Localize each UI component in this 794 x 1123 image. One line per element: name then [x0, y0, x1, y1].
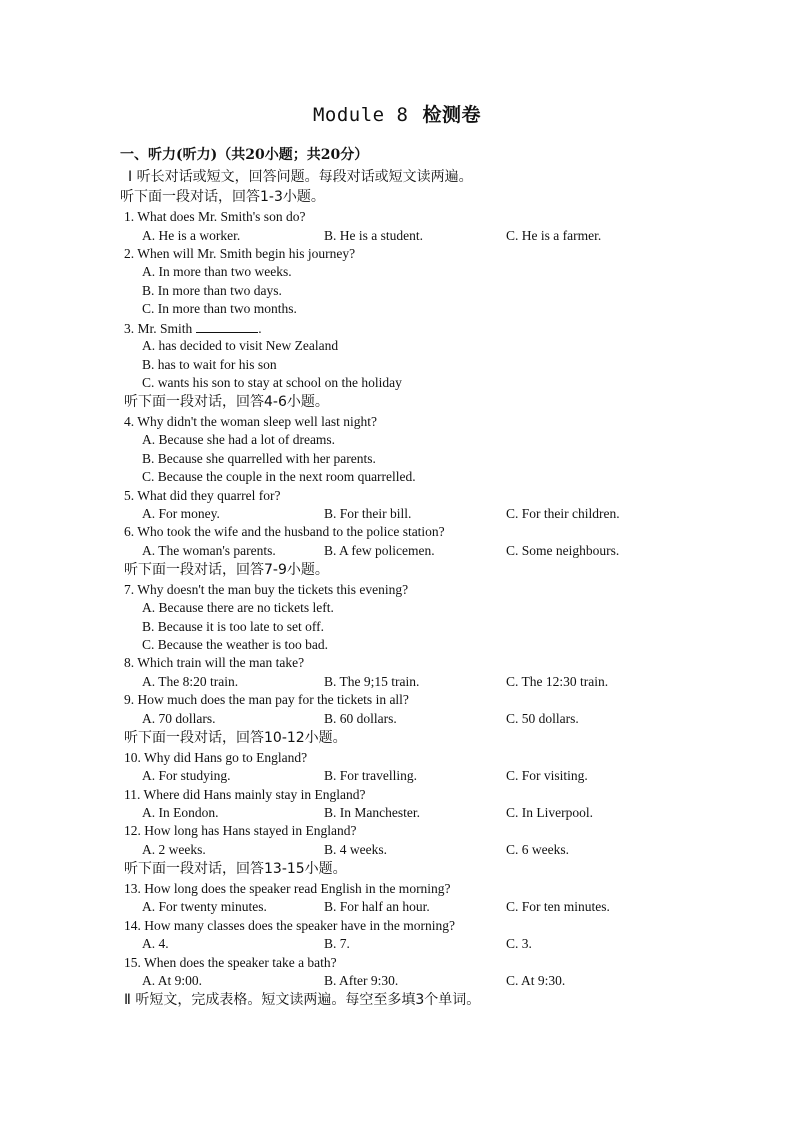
q15-option-b: B. After 9:30. [324, 973, 399, 988]
q7-option-c: C. Because the weather is too bad. [142, 637, 328, 652]
group-instruction-10-12: 听下面一段对话，回答10-12小题。 [124, 730, 347, 746]
q10-option-b: B. For travelling. [324, 768, 417, 783]
q4-option-b: B. Because she quarrelled with her parents. [142, 451, 376, 466]
q2-option-b: B. In more than two days. [142, 283, 282, 298]
question-12: 12. How long has Hans stayed in England? [124, 823, 357, 838]
q6-option-a: A. The woman's parents. [142, 543, 276, 558]
q4-option-c: C. Because the couple in the next room quarrelled. [142, 469, 416, 484]
q14-option-c: C. 3. [506, 936, 532, 951]
q2-option-c: C. In more than two months. [142, 301, 297, 316]
question-9: 9. How much does the man pay for the tickets in all? [124, 692, 409, 707]
q12-option-b: B. 4 weeks. [324, 842, 387, 857]
answer-blank [196, 319, 258, 333]
part1-instructions: Ⅰ 听长对话或短文，回答问题。每段对话或短文读两遍。 [128, 169, 473, 185]
q8-option-b: B. The 9;15 train. [324, 674, 420, 689]
q12-option-a: A. 2 weeks. [142, 842, 206, 857]
q5-option-a: A. For money. [142, 506, 220, 521]
q1-option-a: A. He is a worker. [142, 228, 241, 243]
q6-option-c: C. Some neighbours. [506, 543, 620, 558]
question-1: 1. What does Mr. Smith's son do? [124, 209, 306, 224]
q8-option-a: A. The 8:20 train. [142, 674, 239, 689]
q3-option-a: A. has decided to visit New Zealand [142, 338, 339, 353]
q10-option-c: C. For visiting. [506, 768, 588, 783]
q12-option-c: C. 6 weeks. [506, 842, 569, 857]
question-4: 4. Why didn't the woman sleep well last night? [124, 414, 378, 429]
question-8: 8. Which train will the man take? [124, 655, 305, 670]
q10-option-a: A. For studying. [142, 768, 231, 783]
question-10: 10. Why did Hans go to England? [124, 750, 308, 765]
question-3-end: . [258, 321, 262, 336]
question-3-text: 3. Mr. Smith [124, 321, 193, 336]
group-instruction-1-3: 听下面一段对话，回答1-3小题。 [120, 189, 325, 205]
q6-option-b: B. A few policemen. [324, 543, 435, 558]
title-chinese: 检测卷 [422, 104, 482, 126]
q7-option-b: B. Because it is too late to set off. [142, 619, 324, 634]
section-heading-listening: 一、听力(听力)（共20小题；共20分） [120, 147, 369, 163]
q9-option-a: A. 70 dollars. [142, 711, 216, 726]
q2-option-a: A. In more than two weeks. [142, 264, 292, 279]
group-instruction-7-9: 听下面一段对话，回答7-9小题。 [124, 562, 329, 578]
question-5: 5. What did they quarrel for? [124, 488, 281, 503]
q1-option-c: C. He is a farmer. [506, 228, 602, 243]
question-6: 6. Who took the wife and the husband to the police station? [124, 524, 445, 539]
q15-option-c: C. At 9:30. [506, 973, 566, 988]
question-13: 13. How long does the speaker read English in the morning? [124, 881, 451, 896]
group-instruction-13-15: 听下面一段对话，回答13-15小题。 [124, 861, 347, 877]
q1-option-b: B. He is a student. [324, 228, 423, 243]
q7-option-a: A. Because there are no tickets left. [142, 600, 334, 615]
question-7: 7. Why doesn't the man buy the tickets this evening? [124, 582, 409, 597]
q3-option-c: C. wants his son to stay at school on the holiday [142, 375, 402, 390]
question-11: 11. Where did Hans mainly stay in England? [124, 787, 366, 802]
q11-option-c: C. In Liverpool. [506, 805, 593, 820]
q9-option-c: C. 50 dollars. [506, 711, 579, 726]
q13-option-a: A. For twenty minutes. [142, 899, 267, 914]
q14-option-b: B. 7. [324, 936, 350, 951]
q9-option-b: B. 60 dollars. [324, 711, 397, 726]
question-15: 15. When does the speaker take a bath? [124, 955, 337, 970]
q13-option-b: B. For half an hour. [324, 899, 430, 914]
q11-option-a: A. In Eondon. [142, 805, 219, 820]
question-14: 14. How many classes does the speaker have in the morning? [124, 918, 456, 933]
q3-option-b: B. has to wait for his son [142, 357, 277, 372]
q8-option-c: C. The 12:30 train. [506, 674, 609, 689]
question-3 [124, 319, 262, 337]
q5-option-c: C. For their children. [506, 506, 620, 521]
group-instruction-4-6: 听下面一段对话，回答4-6小题。 [124, 394, 329, 410]
page-title [0, 100, 794, 127]
q13-option-c: C. For ten minutes. [506, 899, 610, 914]
part2-instructions: Ⅱ 听短文，完成表格。短文读两遍。每空至多填3个单词。 [124, 992, 481, 1008]
q14-option-a: A. 4. [142, 936, 169, 951]
q15-option-a: A. At 9:00. [142, 973, 203, 988]
q11-option-b: B. In Manchester. [324, 805, 420, 820]
q5-option-b: B. For their bill. [324, 506, 412, 521]
question-2: 2. When will Mr. Smith begin his journey? [124, 246, 356, 261]
title-english: Module 8 [312, 104, 409, 126]
q4-option-a: A. Because she had a lot of dreams. [142, 432, 336, 447]
